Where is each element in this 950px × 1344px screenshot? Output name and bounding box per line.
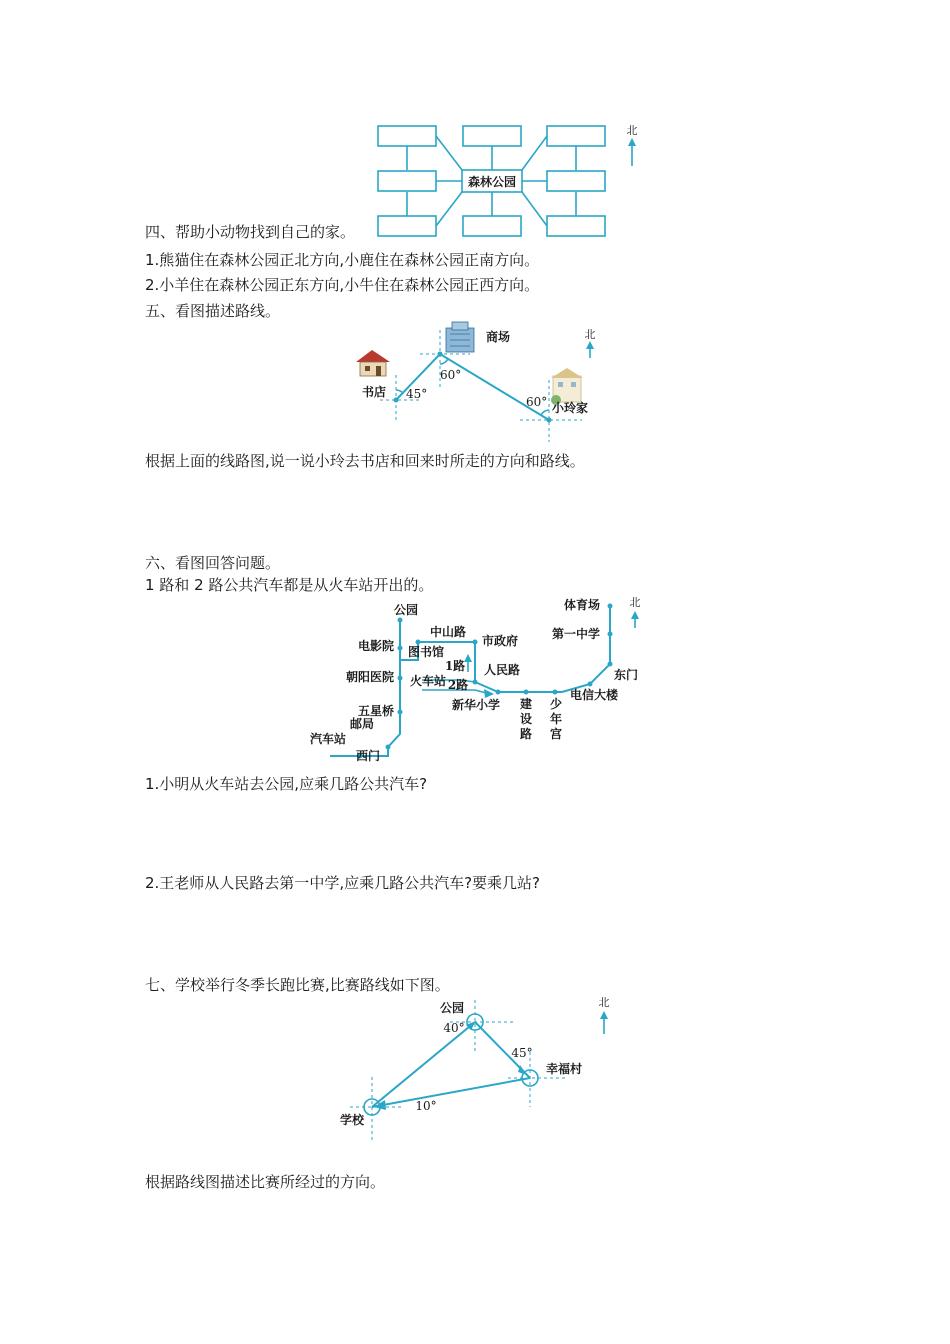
stop-telecom: 电信大楼 (569, 688, 619, 702)
route-2-label: 2路 (447, 678, 469, 692)
route-diagram (350, 320, 620, 445)
forest-park-label: 森林公园 (467, 175, 517, 189)
north-label: 北 (584, 328, 596, 341)
section6-question-1: 1.小明从火车站去公园,应乘几路公共汽车? (145, 775, 428, 793)
home-icon (551, 368, 583, 405)
angle-bookstore: 45° (406, 387, 428, 401)
stop-ximen: 西门 (355, 749, 381, 763)
stop-city-hall: 市政府 (481, 634, 519, 648)
section7-heading: 七、学校举行冬季长跑比赛,比赛路线如下图。 (145, 976, 450, 994)
stop-jianshe-2: 设 (519, 712, 533, 726)
stop-jianshe-1: 建 (519, 697, 533, 711)
blank-box-ne[interactable] (547, 126, 605, 146)
race-route-diagram (330, 992, 620, 1142)
north-label: 北 (598, 996, 610, 1009)
blank-box-nw[interactable] (378, 126, 436, 146)
blank-box-e[interactable] (547, 171, 605, 191)
stop-dongmen: 东门 (613, 668, 639, 682)
stop-xinhua: 新华小学 (451, 698, 501, 712)
section5-heading: 五、看图描述路线。 (145, 302, 281, 320)
angle-village: 45° (511, 1046, 533, 1060)
stop-cinema: 电影院 (357, 639, 395, 653)
section4-heading: 四、帮助小动物找到自己的家。 (145, 223, 356, 241)
section6-heading: 六、看图回答问题。 (145, 554, 281, 572)
blank-box-w[interactable] (378, 171, 436, 191)
bus-route-map (300, 592, 650, 772)
north-label: 北 (626, 124, 638, 137)
mall-label: 商场 (486, 330, 511, 344)
stop-stadium: 体育场 (563, 598, 601, 612)
stop-zhongshan: 中山路 (429, 625, 467, 639)
angle-park: 40° (443, 1021, 465, 1035)
stop-bus: 汽车站 (309, 732, 347, 746)
stop-renmin: 人民路 (483, 663, 521, 677)
stop-no1school: 第一中学 (551, 627, 601, 641)
park-label: 公园 (439, 1001, 465, 1015)
home-label: 小玲家 (552, 401, 589, 415)
section4-question-2: 2.小羊住在森林公园正东方向,小牛住在森林公园正西方向。 (145, 276, 540, 294)
angle-mall: 60° (440, 368, 462, 382)
stop-shaonian-1: 少 (549, 697, 563, 711)
blank-box-s[interactable] (463, 216, 521, 236)
angle-home: 60° (526, 395, 548, 409)
forest-park-diagram (370, 118, 650, 243)
route-1-label: 1路 (444, 659, 466, 673)
stop-park: 公园 (393, 603, 419, 617)
section5-question: 根据上面的线路图,说一说小玲去书店和回来时所走的方向和路线。 (145, 452, 585, 470)
stop-chaoyang: 朝阳医院 (345, 670, 395, 684)
blank-box-n[interactable] (463, 126, 521, 146)
stop-post: 邮局 (349, 717, 375, 731)
stop-wuxing: 五星桥 (357, 704, 395, 718)
section6-intro: 1 路和 2 路公共汽车都是从火车站开出的。 (145, 576, 434, 594)
village-label: 幸福村 (545, 1062, 583, 1076)
blank-box-se[interactable] (547, 216, 605, 236)
north-label: 北 (629, 596, 641, 609)
house-icon (356, 350, 390, 376)
stop-shaonian-2: 年 (549, 712, 563, 726)
bookstore-label: 书店 (362, 385, 387, 399)
building-icon (446, 322, 474, 352)
stop-jianshe-3: 路 (519, 727, 533, 741)
section4-question-1: 1.熊猫住在森林公园正北方向,小鹿住在森林公园正南方向。 (145, 251, 540, 269)
section6-question-2: 2.王老师从人民路去第一中学,应乘几路公共汽车?要乘几站? (145, 874, 541, 892)
angle-school: 10° (415, 1099, 437, 1113)
stop-library: 图书馆 (407, 645, 445, 659)
stop-train: 火车站 (409, 674, 447, 688)
section7-question: 根据路线图描述比赛所经过的方向。 (145, 1173, 386, 1191)
stop-shaonian-3: 宫 (549, 727, 563, 741)
blank-box-sw[interactable] (378, 216, 436, 236)
school-label: 学校 (339, 1113, 365, 1127)
